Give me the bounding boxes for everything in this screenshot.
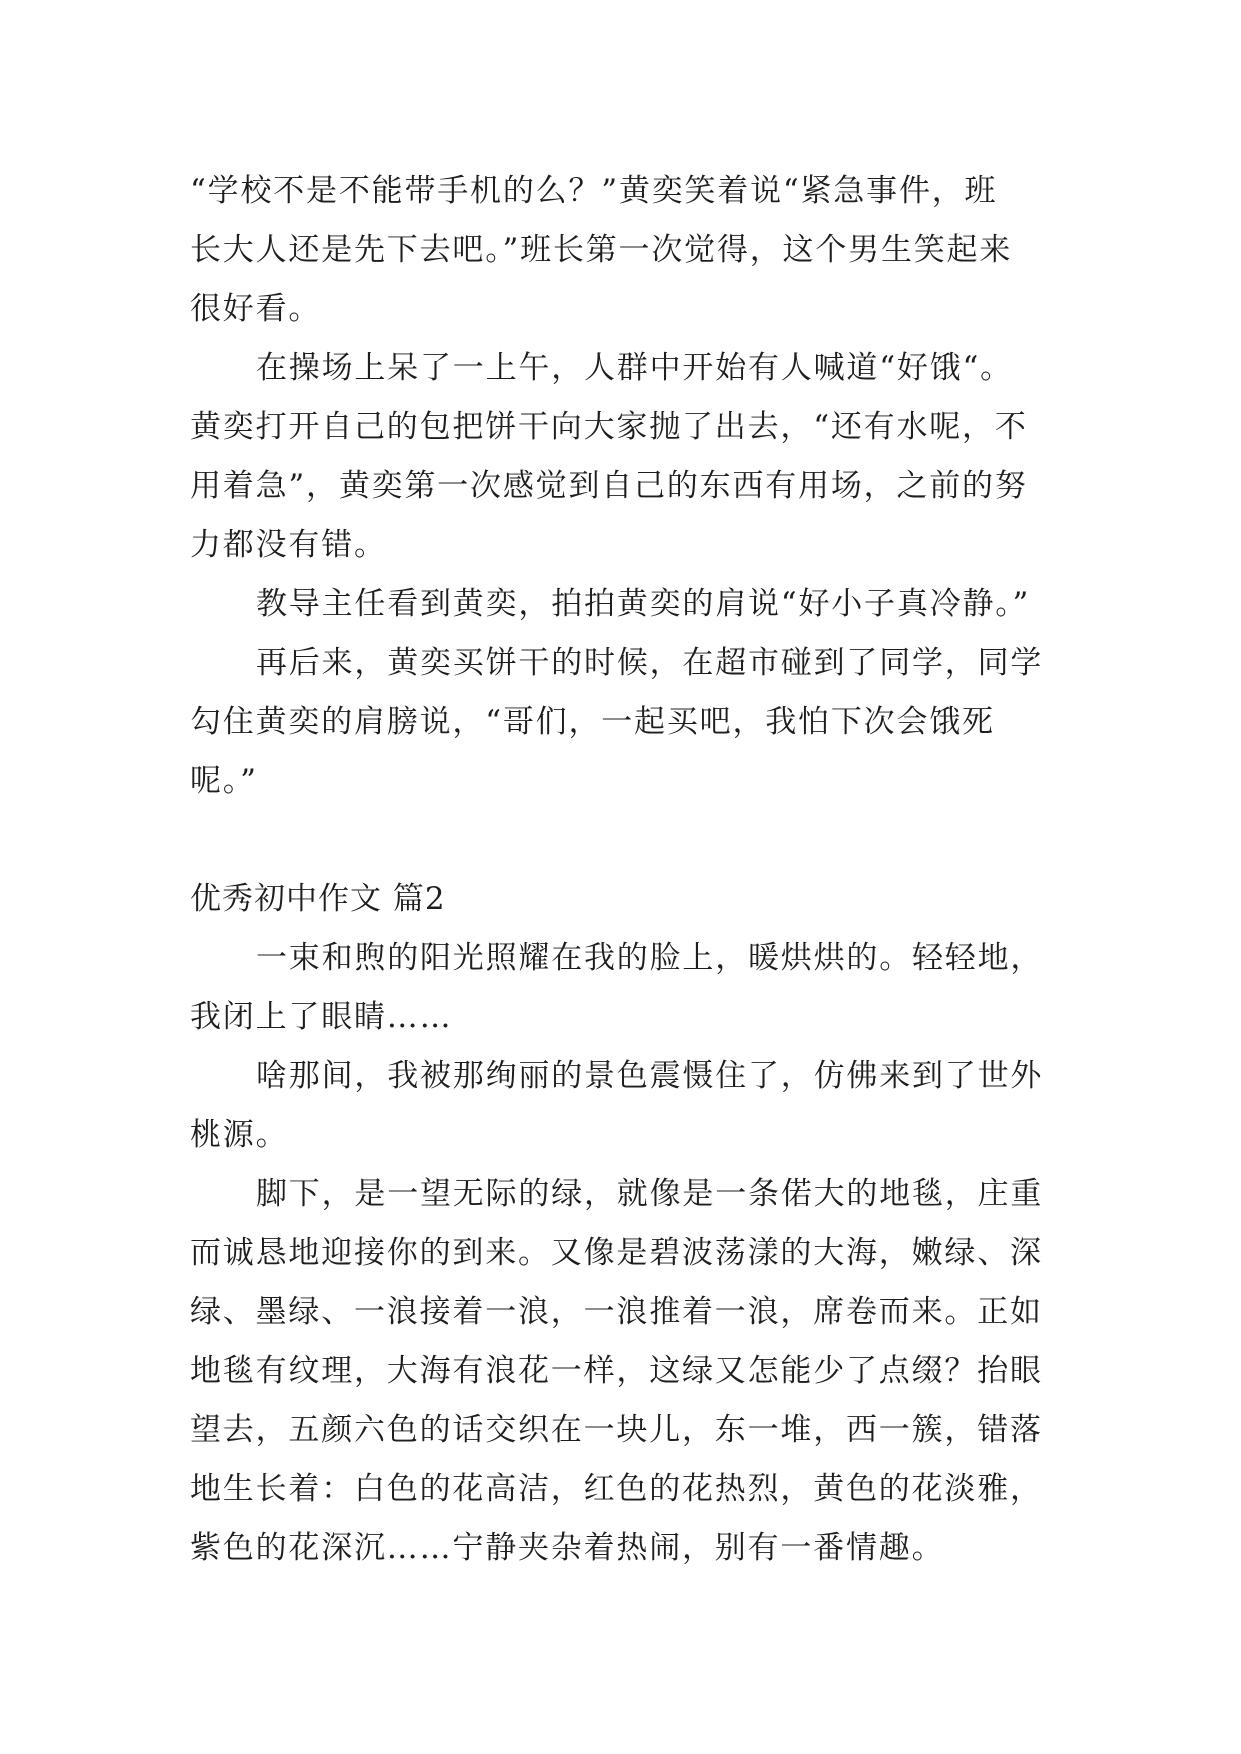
paragraph [190, 339, 1050, 575]
section-spacer [190, 811, 1050, 870]
text-line: 一束和煦的阳光照耀在我的脸上，暖烘烘的。轻轻地， [256, 940, 1044, 976]
text-line: 力都没有错。 [190, 527, 387, 563]
text-line: 很好看。 [190, 291, 322, 327]
text-line: 桃源。 [190, 1117, 289, 1153]
text-line: 用着急”，黄奕第一次感觉到自己的东西有用场，之前的努 [190, 468, 1028, 504]
text-line: 地生长着：白色的花高洁，红色的花热烈，黄色的花淡雅， [190, 1471, 1043, 1507]
text-line: 呢。” [190, 763, 258, 799]
text-line: 脚下，是一望无际的绿，就像是一条偌大的地毯，庄重 [256, 1176, 1044, 1212]
text-line: 我闭上了眼睛…… [190, 999, 453, 1035]
text-line: 再后来，黄奕买饼干的时候，在超市碰到了同学，同学 [256, 645, 1044, 681]
paragraph [190, 1165, 1050, 1578]
text-line: 勾住黄奕的肩膀说，“哥们，一起买吧，我怕下次会饿死 [190, 704, 995, 740]
paragraph [190, 162, 1050, 339]
document-body [190, 162, 1050, 1578]
text-line: “学校不是不能带手机的么？”黄奕笑着说“紧急事件，班 [190, 173, 998, 209]
text-line: 教导主任看到黄奕，拍拍黄奕的肩说“好小子真冷静。” [256, 586, 1031, 622]
text-line: 地毯有纹理，大海有浪花一样，这绿又怎能少了点缀？抬眼 [190, 1353, 1043, 1389]
text-line: 紫色的花深沉……宁静夹杂着热闹，别有一番情趣。 [190, 1530, 945, 1566]
text-line: 啥那间，我被那绚丽的景色震慑住了，仿佛来到了世外 [256, 1058, 1044, 1094]
text-line: 而诚恳地迎接你的到来。又像是碧波荡漾的大海，嫩绿、深 [190, 1235, 1043, 1271]
paragraph [190, 634, 1050, 811]
text-line: 望去，五颜六色的话交织在一块儿，东一堆，西一簇，错落 [190, 1412, 1043, 1448]
paragraph [190, 575, 1050, 634]
paragraph [190, 929, 1050, 1047]
text-line: 在操场上呆了一上午，人群中开始有人喊道“好饿“。 [256, 350, 1013, 386]
section-heading: 优秀初中作文 篇2 [190, 881, 446, 917]
text-line: 长大人还是先下去吧。”班长第一次觉得，这个男生笑起来 [190, 232, 1013, 268]
text-line: 绿、墨绿、一浪接着一浪，一浪推着一浪，席卷而来。正如 [190, 1294, 1043, 1330]
text-line: 黄奕打开自己的包把饼干向大家抛了出去，“还有水呢，不 [190, 409, 1028, 445]
paragraph [190, 1047, 1050, 1165]
